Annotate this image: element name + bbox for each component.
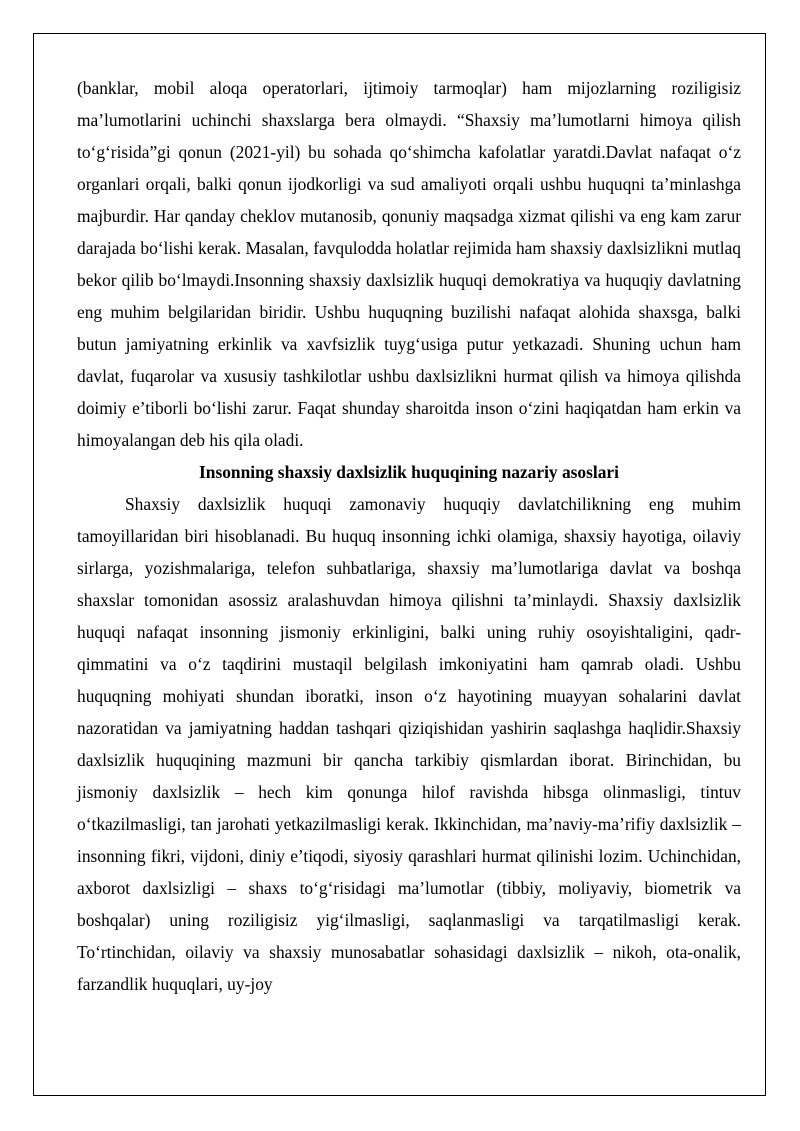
paragraph-continuation: (banklar, mobil aloqa operatorlari, ijtimoiy tarmoqlar) ham mijozlarning roziligisiz ma’lumotlarini uchinchi shaxslarga bera olmaydi. “Shaxsiy ma’lumotlarni himoya qilish to‘g‘risida”gi qonun (2021-yil) bu sohada qo‘shimcha kafolatlar yaratdi.Davlat nafaqat o‘z organlari orqali, balki qonun ijodkorligi va sud amaliyoti orqali ushbu huquqni ta’minlashga majburdir. Har qanday cheklov mutanosib, qonuniy maqsadga xizmat qilishi va eng kam zarur darajada bo‘lishi kerak. Masalan, favqulodda holatlar rejimida ham shaxsiy daxlsizlikni mutlaq bekor qilib bo‘lmaydi.Insonning shaxsiy daxlsizlik huquqi demokratiya va huquqiy davlatning eng muhim belgilaridan biridir. Ushbu huquqning buzilishi nafaqat alohida shaxsga, balki butun jamiyatning erkinlik va xavfsizlik tuyg‘usiga putur yetkazadi. Shuning uchun ham davlat, fuqarolar va xususiy tashkilotlar ushbu daxlsizlikni hurmat qilish va himoya qilishda doimiy e’tiborli bo‘lishi zarur. Faqat shunday sharoitda inson o‘zini haqiqatdan ham erkin va himoyalangan deb his qila oladi. — [77, 78, 741, 450]
document-body — [77, 72, 741, 1000]
section-heading: Insonning shaxsiy daxlsizlik huquqining nazariy asoslari — [199, 462, 619, 482]
paragraph-theory: Shaxsiy daxlsizlik huquqi zamonaviy huquqiy davlatchilikning eng muhim tamoyillaridan biri hisoblanadi. Bu huquq insonning ichki olamiga, shaxsiy hayotiga, oilaviy sirlarga, yozishmalariga, telefon suhbatlariga, shaxsiy ma’lumotlariga davlat va boshqa shaxslar tomonidan asossiz aralashuvdan himoya qilishni ta’minlaydi. Shaxsiy daxlsizlik huquqi nafaqat insonning jismoniy erkinligini, balki uning ruhiy osoyishtaligini, qadr-qimmatini va o‘z taqdirini mustaqil belgilash imkoniyatini ham qamrab oladi. Ushbu huquqning mohiyati shundan iboratki, inson o‘z hayotining muayyan sohalarini davlat nazoratidan va jamiyatning haddan tashqari qiziqishidan yashirin saqlashga haqlidir.Shaxsiy daxlsizlik huquqining mazmuni bir qancha tarkibiy qismlardan iborat. Birinchidan, bu jismoniy daxlsizlik – hech kim qonunga hilof ravishda hibsga olinmasligi, tintuv o‘tkazilmasligi, tan jarohati yetkazilmasligi kerak. Ikkinchidan, ma’naviy-ma’rifiy daxlsizlik – insonning fikri, vijdoni, diniy e’tiqodi, siyosiy qarashlari hurmat qilinishi lozim. Uchinchidan, axborot daxlsizligi – shaxs to‘g‘risidagi ma’lumotlar (tibbiy, moliyaviy, biometrik va boshqalar) uning roziligisiz yig‘ilmasligi, saqlanmasligi va tarqatilmasligi kerak. To‘rtinchidan, oilaviy va shaxsiy munosabatlar sohasidagi daxlsizlik – nikoh, ota-onalik, farzandlik huquqlari, uy-joy — [77, 494, 741, 994]
